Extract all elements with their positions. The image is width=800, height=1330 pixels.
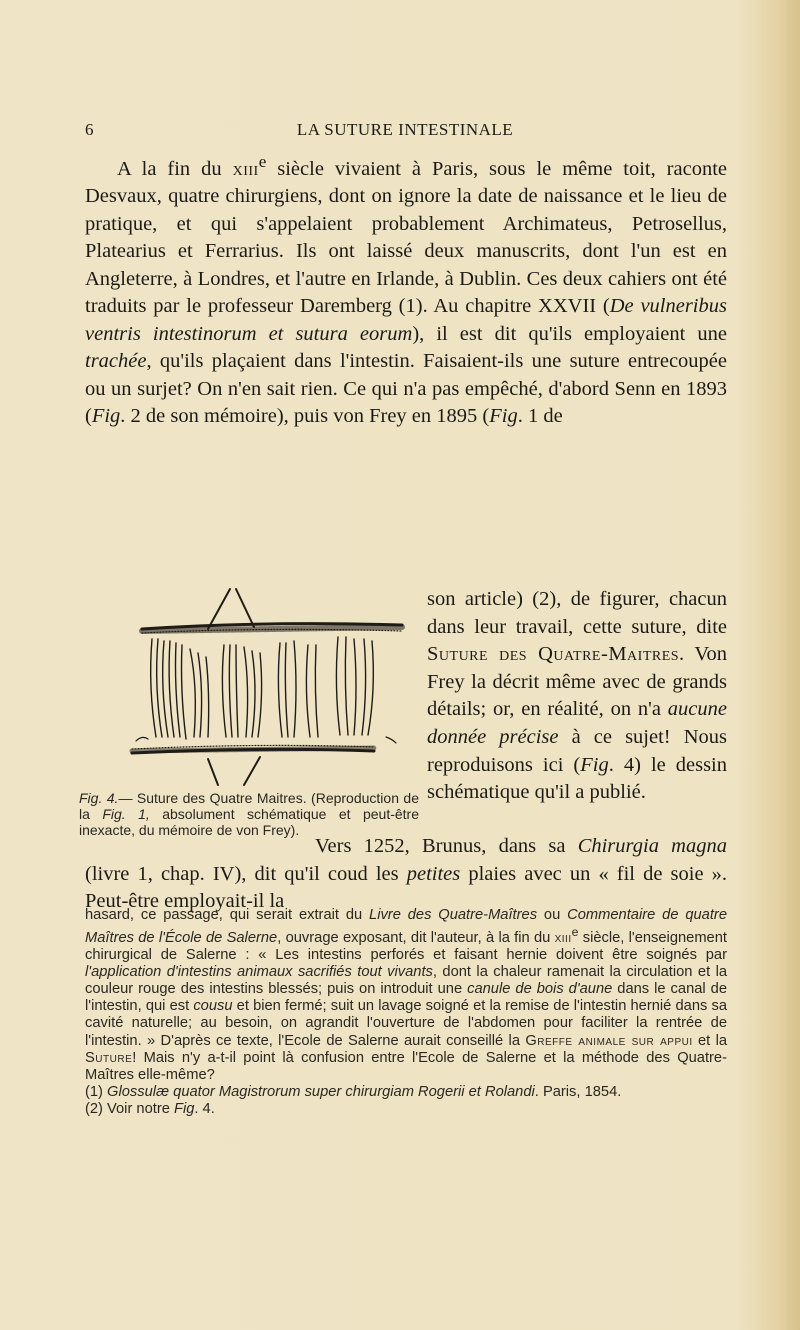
emphasis: cousu [193,998,233,1015]
text-run: (livre 1, chap. IV), dit qu'il coud les [85,862,407,885]
text-run: . Von Frey la décrit même avec de grands détails; or, en réalité, on n'a [427,643,727,721]
suture-name: Suture des Quatre-Maitres [427,643,680,666]
emphasis-aucune: aucune donnée précise [427,698,727,748]
text-run: dans le canal de l'intestin, qui est [85,981,727,1015]
footnote-continuation [85,907,727,1084]
footnote-number: (1) [85,1083,108,1100]
footnote-1 [85,1084,727,1101]
right-column-text [427,586,727,807]
book-title: Chirurgia magna [577,835,727,857]
text-run: à ce sujet! Nous reproduisons ici ( [427,725,727,776]
footnote-2 [85,1101,727,1118]
text-run: ), il est dit qu'ils employaient une [412,322,727,345]
text-run: son article) (2), de figurer, chacun dans leur travail, cette suture, dite [427,588,727,638]
text-run: siècle, l'enseignement chirurgical de Salerne : « Les intestins perforés et faisant hernie doivent être soignés par [85,929,727,964]
text-run: , qu'ils plaçaient dans l'intestin. Faisaient-ils une suture entrecoupée ou un surjet? On n'en sait rien. Ce qui n'a pas empêché, d'abord Senn en 1893 ( [85,350,727,428]
emphasis: l'application d'intestins animaux sacrifiés tout vivants [85,964,433,981]
term-trachee: trachée [85,350,147,373]
book-title: Glossulæ quator Magistrorum super chirurgiam Rogerii et Rolandi [107,1083,535,1100]
figure-caption [79,790,419,838]
text-run: et la [692,1032,727,1049]
text-run: . 4) le dessin schématique qu'il a publié. [427,753,727,804]
text-run: Voir notre [107,1100,174,1117]
text-run: absolument schématique et peut-être inexacte, du mémoire de von Frey). [79,806,420,838]
century-numeral: xiii [232,157,259,180]
book-title: Commentaire de quatre Maîtres de l'École de Salerne [85,907,727,946]
text-run: . Paris, 1854. [534,1083,622,1100]
fig-reference: Fig [580,753,609,776]
text-run: . 1 de [517,405,563,428]
fig-reference: Fig [173,1100,195,1117]
paragraph-brunus [85,833,727,916]
latin-chapter-title: De vulneribus ventris intestinorum et sutura eorum [85,295,727,345]
fig-reference: Fig [489,405,518,428]
century-numeral: xiii [554,929,572,946]
text-run: A la fin du [117,157,233,180]
text-run: ou [537,907,568,923]
caption-label: Fig. 4. [79,790,119,806]
text-run: ! Mais n'y a-t-il point là confusion entre l'Ecole de Salerne et la méthode des Quatre-Maîtres elle-même? [85,1049,727,1083]
footnotes [85,907,727,1118]
text-run: , ouvrage exposant, dit l'auteur, à la fin du [277,929,555,946]
small-caps-term: Greffe animale sur appui [525,1032,693,1049]
book-title: Livre des Quatre-Maîtres [369,907,538,923]
text-run: . 4. [194,1100,215,1117]
fig-reference: Fig. 1, [102,806,150,822]
text-run: , dont la chaleur ramenait la circulation et la couleur rouge des intestins blessés; puis on introduit une [85,964,728,998]
footnote-number: (2) [85,1100,108,1117]
small-caps-term: Suture [85,1049,133,1066]
century-superscript: e [571,925,579,940]
running-title: LA SUTURE INTESTINALE [296,120,514,139]
paragraph-quatre-maitres [85,148,727,431]
century-superscript: e [258,152,267,171]
text-run: et bien fermé; suit un lavage soigné et la remise de l'intestin hernié dans sa cavité naturelle; au besoin, on agrandit l'ouverture de l'abdomen pour faciliter la rentrée de l'intestin. » D'après ce texte, l'Ecole de Salerne aurait conseillé la [85,998,727,1049]
text-run: plaies avec un « fil de soie ». Peut-être employait-il la [85,862,727,912]
fig-reference: Fig [91,405,121,428]
text-run: . 2 de son mémoire), puis von Frey en 1895 ( [120,405,490,428]
text-run: siècle vivaient à Paris, sous le même toit, raconte Desvaux, quatre chirurgiens, dont on ignore la date de naissance et le lieu de pratique, et qui s'appelaient probablement Archimateus, Petrosellus, Platearius et Ferrarius. Ils ont laissé deux manuscrits, dont l'un est en Angleterre, à Londres, et l'autre en Irlande, à Dublin. Ces deux cahiers ont été traduits par le professeur Daremberg (1). Au chapitre XXVII ( [85,157,727,318]
page-header [85,120,725,142]
text-run: — Suture des Quatre Maitres. (Reproduction de la [79,790,419,822]
emphasis-petites: petites [406,862,461,885]
emphasis: canule de bois d'aune [467,981,613,998]
figure-suture-illustration [112,587,412,787]
text-run: Vers 1252, Brunus, dans sa [315,835,578,857]
text-run: hasard, ce passage, qui serait extrait du [85,907,370,923]
page-number: 6 [85,120,94,139]
